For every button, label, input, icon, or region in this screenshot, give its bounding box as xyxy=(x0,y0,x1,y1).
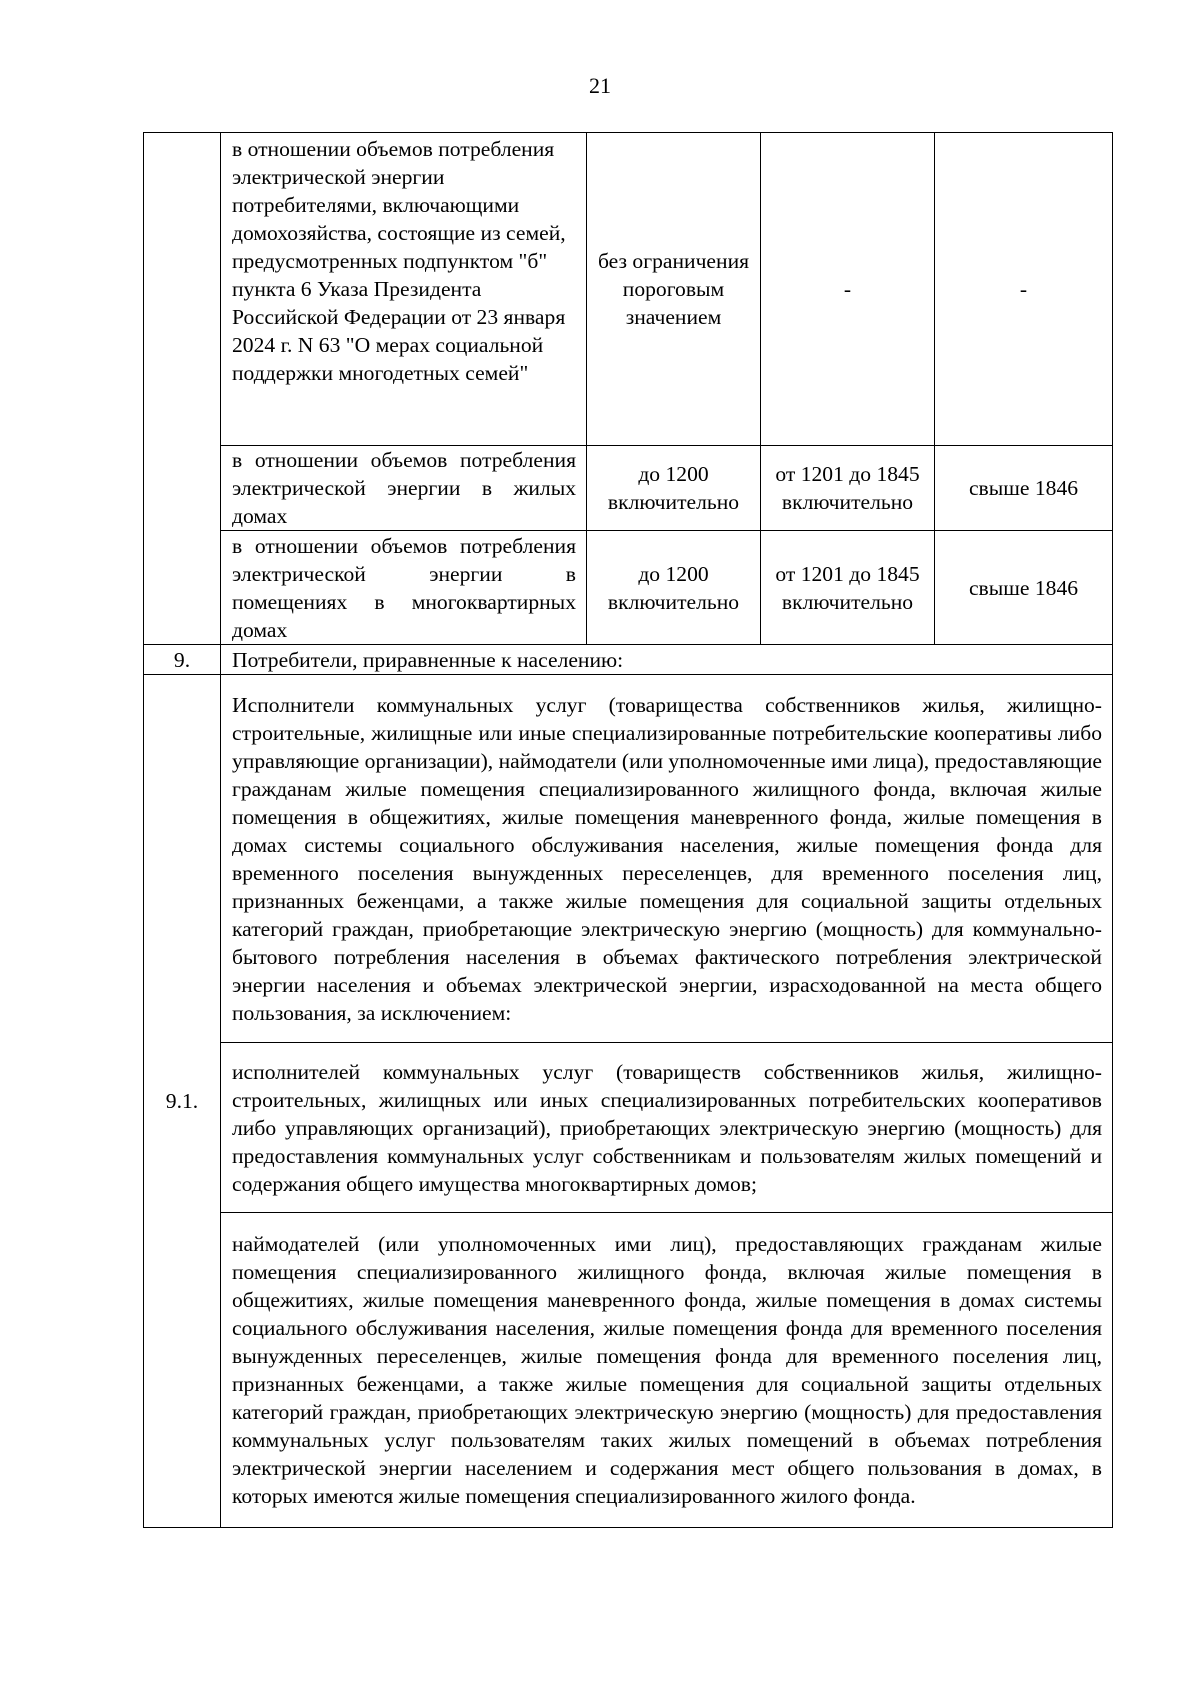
threshold-cell: до 1200 включительно xyxy=(587,531,761,645)
threshold-cell: без ограничения пороговым значением xyxy=(587,133,761,446)
row-number: 9.1. xyxy=(144,675,221,1528)
table-row xyxy=(144,1213,1113,1528)
table-row xyxy=(144,1043,1113,1213)
table-row xyxy=(144,675,1113,1043)
row-paragraph: наймодателей (или уполномоченных ими лиц), предоставляющих гражданам жилые помещения специализированного жилищного фонда, включая жилые помещения в общежитиях, жилые помещения маневренного фонда, жилые помещения в домах системы социального обслуживания населения, жилые помещения фонда для временного поселения вынужденных переселенцев, жилые помещения фонда для временного поселения лиц, признанных беженцами, а также жилые помещения для социальной защиты отдельных категорий граждан, приобретающих электрическую энергию (мощность) для предоставления коммунальных услуг пользователям таких жилых помещений в объемах потребления электрической энергии населением и содержания мест общего пользования в домах, в которых имеются жилые помещения специализированного жилого фонда. xyxy=(221,1213,1113,1528)
threshold-cell: до 1200 включительно xyxy=(587,446,761,531)
table-row xyxy=(144,133,1113,446)
threshold-cell: свыше 1846 xyxy=(935,531,1113,645)
row-text: Потребители, приравненные к населению: xyxy=(221,645,1113,675)
sub-row-description: в отношении объемов потребления электрической энергии в помещениях в многоквартирных домах xyxy=(221,531,587,645)
row-number: 9. xyxy=(144,645,221,675)
row-paragraph: Исполнители коммунальных услуг (товарищества собственников жилья, жилищно-строительные, жилищные или иные специализированные потребительские кооперативы либо управляющие организации), наймодатели (или уполномоченные ими лица), предоставляющие гражданам жилые помещения специализированного жилищного фонда, включая жилые помещения в общежитиях, жилые помещения маневренного фонда, жилые помещения в домах системы социального обслуживания населения, жилые помещения фонда для временного поселения вынужденных переселенцев, для временного поселения лиц, признанных беженцами, а также жилые помещения для социальной защиты отдельных категорий граждан, приобретающие электрическую энергию (мощность) для коммунально-бытового потребления населения в объемах фактического потребления электрической энергии населения и объемах электрической энергии, израсходованной на места общего пользования, за исключением: xyxy=(221,675,1113,1043)
page-number: 21 xyxy=(589,73,611,98)
threshold-cell: свыше 1846 xyxy=(935,446,1113,531)
row-number-cell xyxy=(144,133,221,645)
threshold-cell: - xyxy=(761,133,935,446)
row-paragraph: исполнителей коммунальных услуг (товариществ собственников жилья, жилищно-строительных, жилищных или иных специализированных потребительских кооперативов либо управляющих организаций), приобретающих электрическую энергию (мощность) для предоставления коммунальных услуг собственникам и пользователям жилых помещений и содержания общего имущества многоквартирных домов; xyxy=(221,1043,1113,1213)
table-row xyxy=(144,531,1113,645)
sub-row-description: в отношении объемов потребления электрической энергии потребителями, включающими домохозяйства, состоящие из семей, предусмотренных подпунктом "б" пункта 6 Указа Президента Российской Федерации от 23 января 2024 г. N 63 "О мерах социальной поддержки многодетных семей" xyxy=(221,133,587,446)
table-row xyxy=(144,446,1113,531)
sub-row-description: в отношении объемов потребления электрической энергии в жилых домах xyxy=(221,446,587,531)
threshold-cell: от 1201 до 1845 включительно xyxy=(761,446,935,531)
threshold-cell: от 1201 до 1845 включительно xyxy=(761,531,935,645)
table-row xyxy=(144,645,1113,675)
threshold-cell: - xyxy=(935,133,1113,446)
tariff-table xyxy=(143,132,1113,1528)
